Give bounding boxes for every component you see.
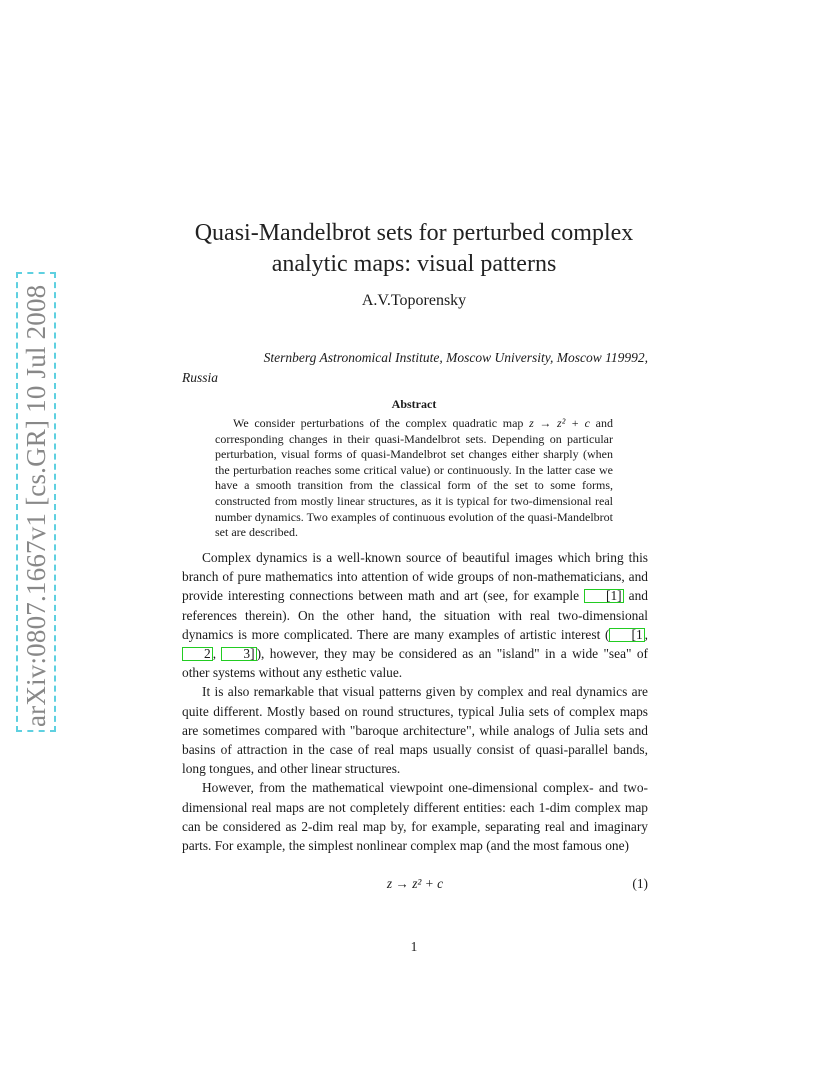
equation-math: z → z² + c [386,876,444,891]
abstract-text-rest: and corresponding changes in their quasi-Mandelbrot sets. Depending on particular perturbation, visual forms of quasi-Mandelbrot set changes either sharply (when the perturbation reaches some critical value) or continuously. In the latter case we have a smooth transition from the classical form of the set to some forms, constructed from mostly linear structures, as it is typical for two-dimensional real number dynamics. Two examples of continuous evolution of the quasi-Mandelbrot set are described. [215,416,613,540]
paragraph-1-part-b: and references therein). On the other hand, the situation with real two-dimensional dynamics is more complicated. There are many examples of artistic interest ( [182,588,648,642]
body-text [182,548,648,855]
equation-number: (1) [632,876,648,891]
affiliation-line-2: Russia [182,370,219,385]
paragraph-1-part-c: ), however, they may be considered as an "island" in a wide "sea" of other systems without any esthetic value. [182,646,648,681]
abstract-inline-math: z → z² + c [529,416,591,430]
abstract-text [215,416,613,541]
paragraph-3: However, from the mathematical viewpoint one-dimensional complex- and two-dimensional real maps are not completely different entities: each 1-dim complex map can be considered as 2-dim real map by, for example, separating real and imaginary parts. For example, the simplest nonlinear complex map (and the most famous one) [182,780,648,854]
citation-link-3[interactable]: 3] [221,647,256,661]
page-number: 1 [410,939,418,954]
paper-title [160,218,668,280]
title-line-2: analytic maps: visual patterns [271,251,557,277]
abstract-text-start: We consider perturbations of the complex quadratic map [233,416,530,430]
paragraph-1: Complex dynamics is a well-known source of beautiful images which bring this branch of pure mathematics into attention of wide groups of non-mathematicians, and provide interesting connections between math and art (see, for example [1] and references therein). On the other hand, the situation with real two-dimensional dynamics is more complicated. There are many examples of artistic interest ( [1 , 2 , 3] ), however, they may be considered as an "island" in a wide "sea" of other systems without any esthetic value. [182,550,648,681]
affiliation-line-1: Sternberg Astronomical Institute, Moscow University, Moscow 119992, [263,350,648,365]
citation-link-1[interactable]: [1] [584,589,624,603]
paragraph-2: It is also remarkable that visual patterns given by complex and real dynamics are quite different. Mostly based on round structures, typical Julia sets of complex maps are sometimes compared with "baroque architecture", while analogs of Julia sets and basins of attraction in the case of real maps usually consist of quasi-parallel bands, long tongues, and other linear structures. [182,684,648,777]
citation-link-2[interactable]: 2 [182,647,213,661]
citation-link-1b[interactable]: [1 [609,628,644,642]
affiliation [182,348,648,388]
title-line-1: Quasi-Mandelbrot sets for perturbed complex [194,220,634,246]
author-name: A.V.Toporensky [361,292,467,309]
paragraph-1-part-a: Complex dynamics is a well-known source of beautiful images which bring this branch of pure mathematics into attention of wide groups of non-mathematicians, and provide interesting connections between math and art (see, for example [182,550,648,604]
abstract-heading: Abstract [391,397,437,411]
arxiv-identifier[interactable]: arXiv:0807.1667v1 [cs.GR] 10 Jul 2008 [21,284,51,727]
